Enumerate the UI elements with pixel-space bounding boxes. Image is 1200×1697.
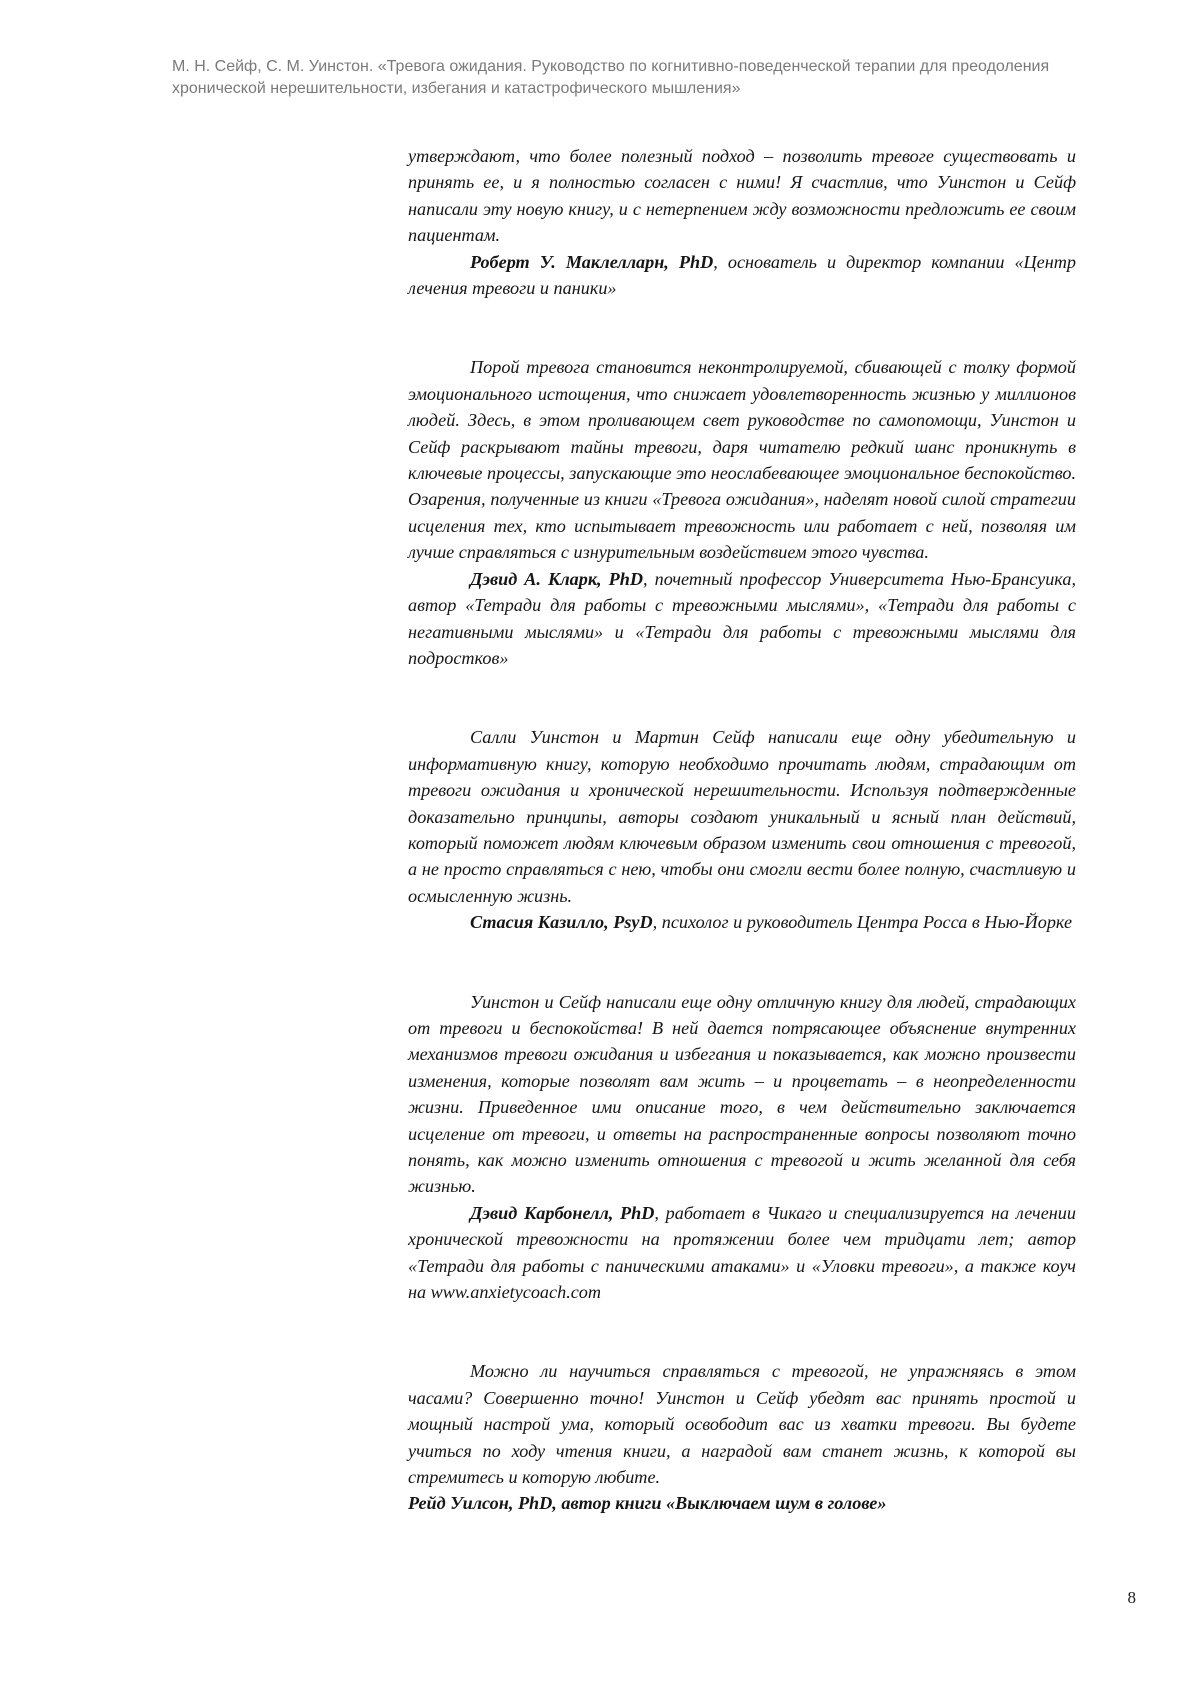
- endorsement-author-description: , психолог и руководитель Центра Росса в Нью-Йорке: [652, 912, 1073, 933]
- endorsements-body: [408, 143, 1076, 1517]
- endorsement-author: Дэвид А. Кларк, PhD: [470, 568, 644, 589]
- endorsement-quote: Уинстон и Сейф написали еще одну отличную книгу для людей, страдающих от тревоги и беспокойства! В ней дается потрясающее объяснение внутренних механизмов тревоги ожидания и избегания и показывается, как можно произвести изменения, которые позволят вам жить – и процветать – в неопределенности жизни. Приведенное ими описание того, в чем действительно заключается исцеление от тревоги, и ответы на распространенные вопросы позволяют точно понять, как можно изменить отношения с тревогой и жить желанной для себя жизнью.: [408, 991, 1076, 1197]
- endorsement-quote: утверждают, что более полезный подход – позволить тревоге существовать и принять ее, и я полностью согласен с ними! Я счастлив, что Уинстон и Сейф написали эту новую книгу, и с нетерпением жду возможности предложить ее своим пациентам.: [408, 146, 1076, 246]
- endorsement-attribution: [408, 1200, 1076, 1306]
- spacer: [408, 671, 1076, 724]
- running-header: М. Н. Сейф, С. М. Уинстон. «Тревога ожидания. Руководство по когнитивно-поведенческой терапии для преодоления хронической нерешительности, избегания и катастрофического мышления»: [172, 58, 1050, 97]
- endorsement-attribution: Рейд Уилсон, PhD, автор книги «Выключаем шум в голове»: [408, 1493, 887, 1514]
- endorsement-author: Дэвид Карбонелл, PhD: [470, 1202, 655, 1223]
- spacer: [408, 301, 1076, 354]
- endorsement-attribution: [408, 909, 1076, 935]
- endorsement-quote: Можно ли научиться справляться с тревогой, не упражняясь в этом часами? Совершенно точно! Уинстон и Сейф убедят вас принять простой и мощный настрой ума, который освободит вас из хватки тревоги. Вы будете учиться по ходу чтения книги, а наградой вам станет жизнь, к которой вы стремитесь и которую любите.: [408, 1361, 1076, 1488]
- endorsement-attribution: [408, 249, 1076, 302]
- endorsement-author-description: , почетный профессор Университета Нью-Брансуика, автор «Тетради для работы с тревожными мыслями», «Тетради для работы с негативными мыслями» и «Тетради для работы с тревожными мыслями для подростков»: [408, 568, 1076, 668]
- endorsement-author-description: , работает в Чикаго и специализируется на лечении хронической тревожности на протяжении более чем тридцати лет; автор «Тетради для работы с паническими атаками» и «Уловки тревоги», а также коуч на www.anxietycoach.com: [408, 1202, 1076, 1303]
- spacer: [408, 1305, 1076, 1358]
- endorsement-author: Роберт У. Маклелларн, PhD: [470, 251, 714, 272]
- endorsement-quote: Порой тревога становится неконтролируемой, сбивающей с толку формой эмоционального истощения, что снижает удовлетворенность жизнью у миллионов людей. Здесь, в этом проливающем свет руководстве по самопомощи, Уинстон и Сейф раскрывают тайны тревоги, даря читателю редкий шанс проникнуть в ключевые процессы, запускающие это неослабевающее эмоциональное беспокойство. Озарения, полученные из книги «Тревога ожидания», наделят новой силой стратегии исцеления тех, кто испытывает тревожность или работает с ней, позволяя им лучше справляться с изнурительным воздействием этого чувства.: [408, 357, 1076, 563]
- endorsement-attribution: [408, 566, 1076, 672]
- spacer: [408, 936, 1076, 989]
- endorsement-quote: Салли Уинстон и Мартин Сейф написали еще одну убедительную и информативную книгу, которую необходимо прочитать людям, страдающим от тревоги ожидания и хронической нерешительности. Используя подтвержденные доказательно принципы, авторы создают уникальный и ясный план действий, который поможет людям ключевым образом изменить свои отношения с тревогой, а не просто справляться с нею, чтобы они смогли вести более полную, счастливую и осмысленную жизнь.: [408, 727, 1076, 906]
- endorsement-author: Стасия Казилло, PsyD: [470, 912, 653, 933]
- page-number: 8: [1127, 1588, 1136, 1607]
- endorsement-author-description: , основатель и директор компании «Центр лечения тревоги и паники»: [408, 251, 1077, 299]
